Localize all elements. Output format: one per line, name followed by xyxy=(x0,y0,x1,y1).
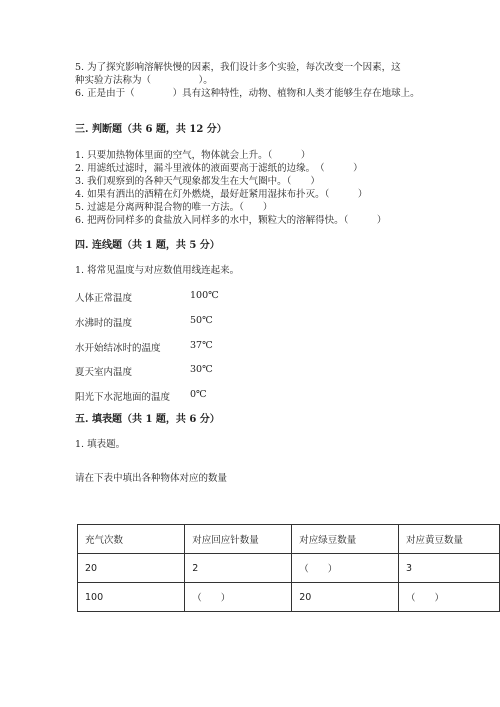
matching-left-item: 人体正常温度 xyxy=(75,293,133,304)
table-cell: 20 xyxy=(78,554,185,583)
table-cell: （ ） xyxy=(292,554,399,583)
judge-item: 3. 我们观察到的各种天气现象都发生在大气圈中。（ ） xyxy=(75,176,320,187)
matching-right-item: 0℃ xyxy=(190,389,207,400)
matching-right-item: 50℃ xyxy=(190,315,213,326)
section-3-heading: 三. 判断题（共 6 题，共 12 分） xyxy=(75,124,227,135)
matching-right-item: 30℃ xyxy=(190,364,213,375)
judge-item: 5. 过滤是分离两种混合物的唯一方法。（ ） xyxy=(75,202,273,213)
table-cell: 100 xyxy=(78,583,185,612)
table-cell: 3 xyxy=(399,554,500,583)
section-5-heading: 五. 填表题（共 1 题，共 6 分） xyxy=(75,414,220,425)
table-header-cell: 对应回应针数量 xyxy=(185,525,292,554)
table-cell: （ ） xyxy=(185,583,292,612)
question-5-line-2: 种实验方法称为（ ）。 xyxy=(75,75,213,86)
section-4-heading: 四. 连线题（共 1 题，共 5 分） xyxy=(75,240,220,251)
table-cell: （ ） xyxy=(399,583,500,612)
judge-item: 6. 把两份同样多的食盐放入同样多的水中，颗粒大的溶解得快。（ ） xyxy=(75,215,387,226)
judge-item: 4. 如果有洒出的酒精在灯外燃烧，最好赶紧用湿抹布扑灭。（ ） xyxy=(75,189,368,200)
matching-right-item: 100℃ xyxy=(190,290,219,301)
fill-table xyxy=(77,524,500,612)
matching-left-item: 水开始结冰时的温度 xyxy=(75,343,161,354)
table-header-cell: 对应黄豆数量 xyxy=(399,525,500,554)
judge-item: 2. 用滤纸过滤时，漏斗里液体的液面要高于滤纸的边缘。 （ ） xyxy=(75,163,363,174)
matching-left-item: 夏天室内温度 xyxy=(75,367,133,378)
table-cell: 20 xyxy=(292,583,399,612)
table-header-cell: 充气次数 xyxy=(78,525,185,554)
table-header-cell: 对应绿豆数量 xyxy=(292,525,399,554)
table-row xyxy=(78,554,500,583)
judge-item: 1. 只要加热物体里面的空气，物体就会上升。（ ） xyxy=(75,150,311,161)
question-5-line-1: 5. 为了探究影响溶解快慢的因素，我们设计多个实验，每次改变一个因素，这 xyxy=(75,62,401,73)
question-6: 6. 正是由于（ ）具有这种特性，动物、植物和人类才能够生存在地球上。 xyxy=(75,88,420,99)
fill-table-instruction: 1. 填表题。 xyxy=(75,439,126,450)
matching-left-item: 水沸时的温度 xyxy=(75,318,133,329)
matching-instruction: 1. 将常见温度与对应数值用线连起来。 xyxy=(75,265,240,276)
table-cell: 2 xyxy=(185,554,292,583)
table-row xyxy=(78,583,500,612)
table-header-row xyxy=(78,525,500,554)
matching-left-item: 阳光下水泥地面的温度 xyxy=(75,392,171,403)
fill-table-prompt: 请在下表中填出各种物体对应的数量 xyxy=(75,473,228,484)
matching-right-item: 37℃ xyxy=(190,340,213,351)
